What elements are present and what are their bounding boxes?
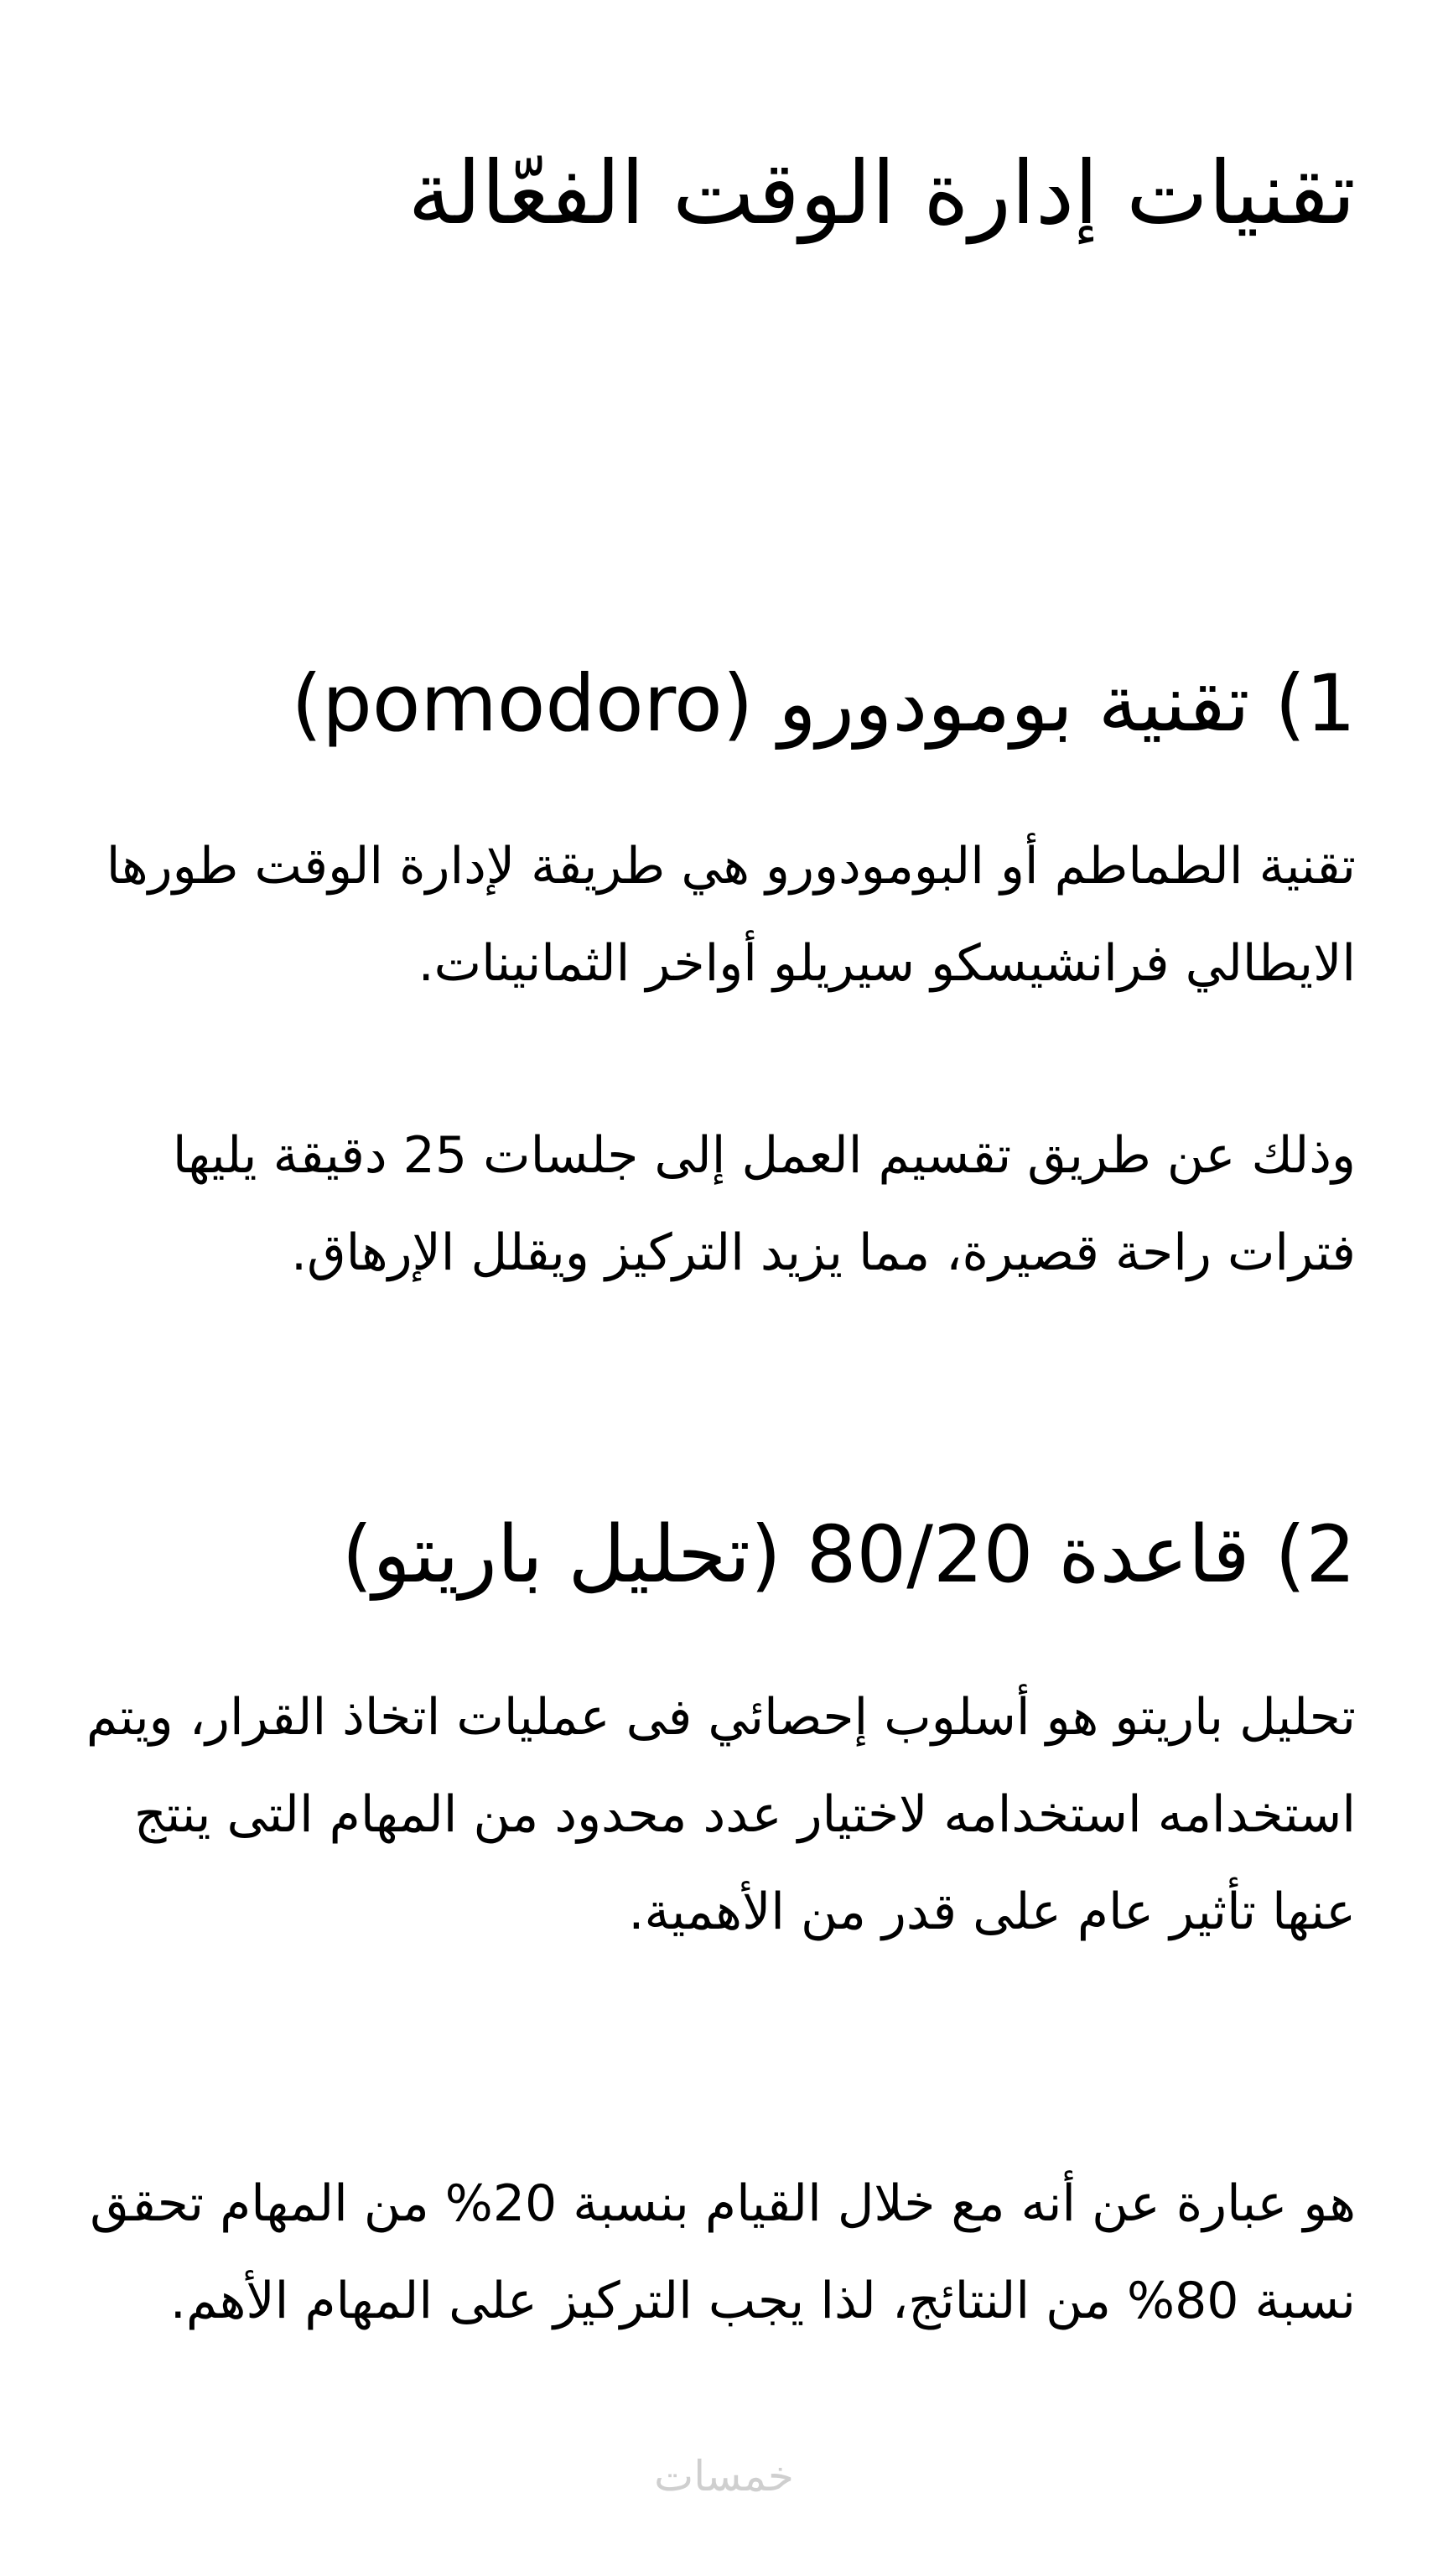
section-heading-pomodoro: 1) تقنية بومودورو (pomodoro) xyxy=(291,658,1356,750)
paragraph-pomodoro-intro: تقنية الطماطم أو البومودورو هي طريقة لإدارة الوقت طورها الايطالي فرانشيسكو سيريلو أواخر الثمانينات. xyxy=(106,837,1356,993)
paragraph-pomodoro-method: وذلك عن طريق تقسيم العمل إلى جلسات 25 دقيقة يليها فترات راحة قصيرة، مما يزيد التركيز ويقلل الإرهاق. xyxy=(172,1126,1356,1282)
watermark-logo: خمسات xyxy=(654,2452,794,2501)
page-title: تقنيات إدارة الوقت الفعّالة xyxy=(407,142,1356,244)
section-heading-pareto: 2) قاعدة 80/20 (تحليل باريتو) xyxy=(341,1509,1356,1601)
paragraph-pareto-rule: هو عبارة عن أنه مع خلال القيام بنسبة 20% من المهام تحقق نسبة 80% من النتائج، لذا يجب التركيز على المهام الأهم. xyxy=(90,2174,1356,2330)
paragraph-pareto-intro: تحليل باريتو هو أسلوب إحصائي فى عمليات اتخاذ القرار، ويتم استخدامه استخدامه لاختيار عدد محدود من المهام التى ينتج عنها تأثير عام على قدر من الأهمية. xyxy=(86,1688,1356,1941)
